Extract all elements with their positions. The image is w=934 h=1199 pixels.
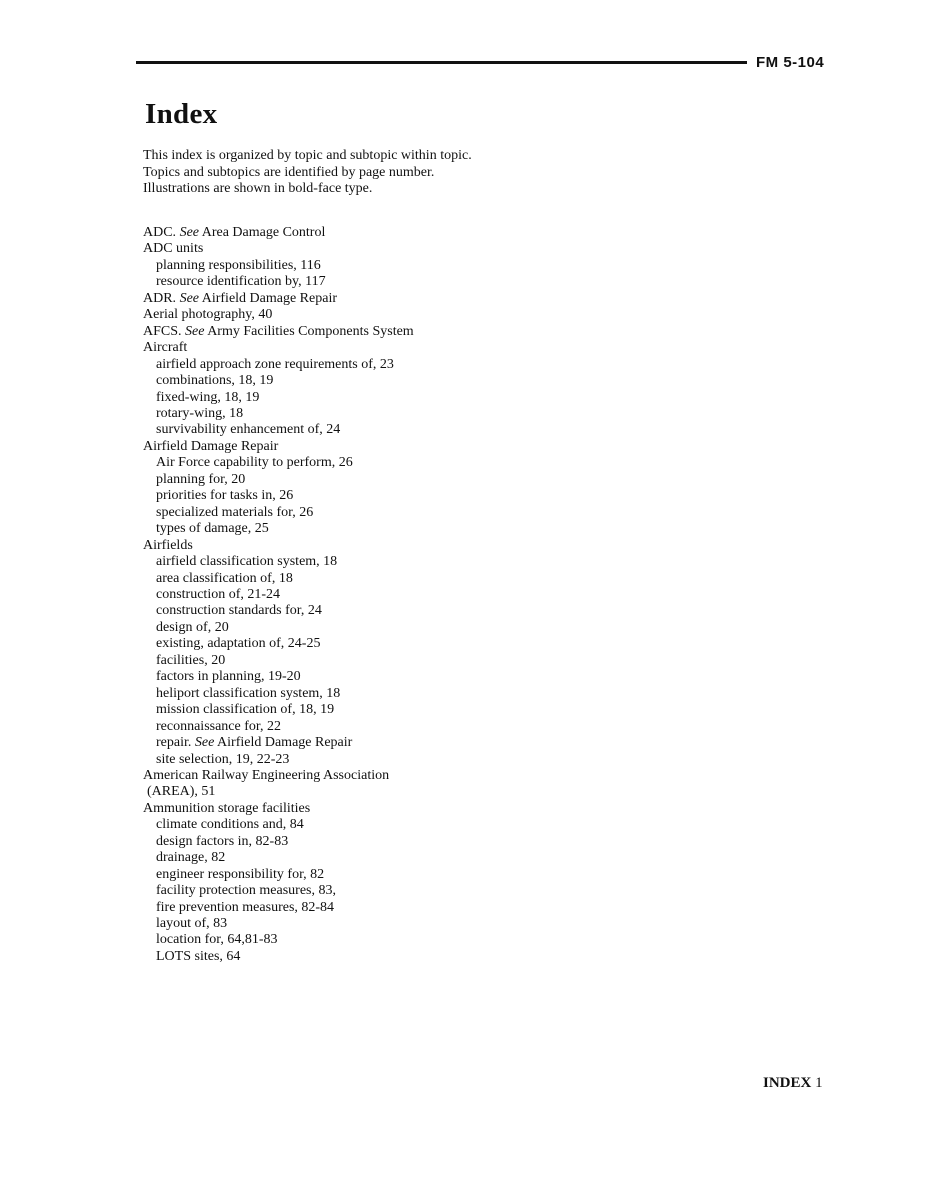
index-subentry: LOTS sites, 64: [156, 948, 241, 964]
index-subentry: construction of, 21-24: [156, 586, 281, 602]
index-entry: Ammunition storage facilities: [143, 800, 311, 816]
see-target: Army Facilities Components System: [204, 323, 414, 339]
page-footer: [763, 1075, 823, 1092]
index-subentry: facility protection measures, 83,: [156, 883, 336, 899]
index-subentry: reconnaissance for, 22: [156, 718, 281, 734]
index-subentry: site selection, 19, 22-23: [156, 751, 290, 767]
index-subentry: [143, 735, 414, 751]
index-subentry: drainage, 82: [156, 850, 226, 866]
index-subentry: facilities, 20: [156, 652, 226, 668]
index-subentry: heliport classification system, 18: [156, 685, 341, 701]
index-entry: Aerial photography, 40: [143, 307, 273, 323]
index-subentry: fire prevention measures, 82-84: [156, 899, 335, 915]
index-subentry: planning for, 20: [156, 471, 246, 487]
index-subentry: combinations, 18, 19: [156, 373, 274, 389]
index-subentry: survivability enhancement of, 24: [156, 422, 341, 438]
running-header: FM 5-104: [756, 54, 825, 71]
entry-term: AFCS.: [143, 323, 186, 339]
index-list: [143, 225, 414, 965]
index-subentry: priorities for tasks in, 26: [156, 488, 294, 504]
see-target: Airfield Damage Repair: [214, 735, 353, 751]
index-subentry: resource identification by, 117: [156, 274, 326, 290]
index-subentry: layout of, 83: [156, 916, 228, 932]
index-subentry: factors in planning, 19-20: [156, 669, 301, 685]
index-subentry: (AREA), 51: [147, 784, 216, 800]
index-subentry: airfield classification system, 18: [156, 554, 338, 570]
see-target: Airfield Damage Repair: [199, 290, 338, 306]
index-subentry: fixed-wing, 18, 19: [156, 389, 260, 405]
see-reference: See: [179, 225, 199, 240]
index-subentry: rotary-wing, 18: [156, 405, 244, 421]
index-entry: Airfield Damage Repair: [143, 438, 279, 454]
index-subentry: area classification of, 18: [156, 570, 293, 586]
index-entry: Aircraft: [143, 340, 188, 356]
index-subentry: construction standards for, 24: [156, 603, 322, 619]
entry-term: ADR.: [143, 290, 180, 306]
entry-term: ADC.: [143, 225, 180, 240]
index-subentry: design factors in, 82-83: [156, 833, 289, 849]
index-subentry: engineer responsibility for, 82: [156, 866, 325, 882]
index-subentry: existing, adaptation of, 24-25: [156, 636, 321, 652]
see-target: Area Damage Control: [199, 225, 326, 240]
index-entry: [143, 324, 414, 340]
see-reference: See: [185, 323, 205, 339]
index-subentry: Air Force capability to perform, 26: [156, 455, 353, 471]
footer-label: INDEX: [763, 1075, 812, 1091]
page-number: 1: [815, 1075, 823, 1091]
index-subentry: types of damage, 25: [156, 521, 269, 537]
index-intro: This index is organized by topic and subtopic within topic. Topics and subtopics are identified by page number. Illustrations are shown in bold-face type.: [143, 148, 472, 197]
index-entry: ADC units: [143, 241, 204, 257]
index-entry: American Railway Engineering Association: [143, 767, 390, 783]
entry-term: repair.: [156, 735, 195, 751]
index-subentry: airfield approach zone requirements of, 23: [156, 356, 394, 372]
index-entry: [143, 291, 414, 307]
index-subentry: specialized materials for, 26: [156, 504, 314, 520]
index-subentry: design of, 20: [156, 619, 229, 635]
index-subentry: planning responsibilities, 116: [156, 257, 321, 273]
index-entry: Airfields: [143, 537, 193, 553]
header-rule: [136, 61, 747, 64]
page-title: Index: [145, 98, 218, 130]
index-subentry: climate conditions and, 84: [156, 817, 304, 833]
index-subentry: location for, 64,81-83: [156, 932, 278, 948]
see-reference: See: [179, 290, 199, 306]
see-reference: See: [194, 735, 215, 751]
index-entry: [143, 225, 414, 241]
index-subentry: mission classification of, 18, 19: [156, 702, 335, 718]
